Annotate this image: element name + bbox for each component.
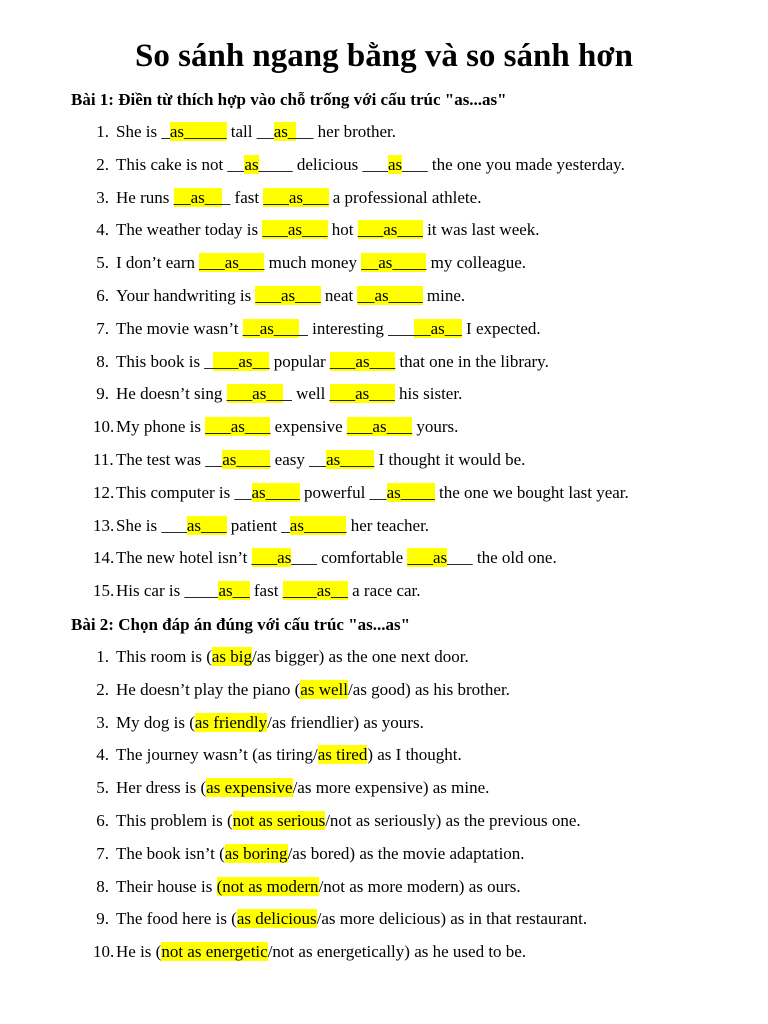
section2-item-number: 10.: [93, 942, 115, 962]
section2-item-text: [116, 908, 587, 930]
section1-item-number: 2.: [96, 154, 109, 174]
section1-item-number: 10.: [93, 417, 115, 437]
answer-highlight: (not as modern: [216, 876, 319, 896]
text-fragment: Her dress is (: [116, 778, 207, 798]
text-fragment: ___ comfortable: [291, 548, 408, 568]
text-fragment: ) as I thought.: [367, 745, 462, 765]
section1-item-text: [116, 187, 481, 209]
text-fragment: tall __: [226, 122, 274, 141]
answer-highlight: __as____: [357, 286, 423, 305]
section1-item-number: 13.: [93, 515, 115, 535]
section1-item-text: [116, 482, 629, 504]
text-fragment: a race car.: [347, 581, 421, 601]
answer-highlight: not as serious: [232, 811, 326, 830]
text-fragment: ___ the old one.: [447, 548, 557, 568]
text-fragment: _ interesting ___: [299, 318, 414, 338]
section1-item-text: [116, 580, 421, 602]
section1-item-number: 15.: [93, 581, 115, 601]
text-fragment: popular: [269, 351, 330, 371]
section1-item-text: [116, 318, 541, 340]
section1-item-number: 5.: [96, 253, 109, 273]
text-fragment: fast: [249, 581, 283, 601]
text-fragment: ____ delicious ___: [258, 154, 388, 174]
text-fragment: powerful __: [299, 482, 387, 502]
section1-item-number: 7.: [96, 318, 109, 338]
text-fragment: She is _: [116, 122, 170, 141]
text-fragment: /as more expensive) as mine.: [292, 778, 490, 798]
text-fragment: Your handwriting is: [116, 286, 256, 305]
answer-highlight: as well: [300, 679, 348, 699]
answer-highlight: as friendly: [194, 712, 268, 732]
section2-item-text: [116, 744, 462, 766]
answer-highlight: as____: [222, 450, 271, 469]
answer-highlight: as boring: [224, 843, 288, 863]
text-fragment: The journey wasn’t (as tiring/: [116, 745, 318, 765]
section1-item-text: [116, 154, 625, 176]
answer-highlight: as__: [218, 581, 250, 601]
text-fragment: easy __: [270, 450, 327, 469]
section1-item-text: [116, 547, 557, 569]
text-fragment: /as good) as his brother.: [347, 679, 510, 699]
text-fragment: The book isn’t (: [116, 843, 225, 863]
answer-highlight: ___as___: [346, 417, 413, 437]
answer-highlight: __as____: [361, 253, 427, 273]
answer-highlight: ___as___: [199, 253, 265, 273]
answer-highlight: __as__: [173, 187, 222, 207]
text-fragment: I thought it would be.: [374, 450, 526, 469]
text-fragment: _ fast: [221, 187, 264, 207]
text-fragment: ___ the one you made yesterday.: [402, 154, 625, 174]
section1-item-text: [116, 383, 462, 405]
text-fragment: neat: [320, 286, 358, 305]
text-fragment: His car is ____: [116, 581, 219, 601]
section1-item-number: 3.: [96, 187, 109, 207]
answer-highlight: as_: [273, 122, 297, 141]
answer-highlight: as expensive: [206, 778, 293, 798]
text-fragment: The new hotel isn’t: [116, 548, 252, 568]
section2-item-text: [116, 646, 469, 668]
text-fragment: it was last week.: [422, 220, 540, 240]
text-fragment: __ her brother.: [296, 122, 397, 141]
text-fragment: This book is _: [116, 351, 213, 371]
text-fragment: I expected.: [461, 318, 541, 338]
answer-highlight: ___as___: [262, 220, 328, 240]
section2-item-number: 1.: [96, 647, 109, 666]
section2-item-text: [116, 777, 489, 799]
text-fragment: patient _: [226, 515, 290, 535]
text-fragment: He doesn’t sing: [116, 384, 227, 404]
text-fragment: yours.: [412, 417, 459, 437]
text-fragment: The weather today is: [116, 220, 263, 240]
section1-item-number: 11.: [93, 450, 114, 469]
section2-item-number: 7.: [96, 843, 109, 863]
section1-item-text: [116, 351, 549, 373]
text-fragment: She is ___: [116, 515, 187, 535]
answer-highlight: ___as___: [329, 351, 396, 371]
section2-item-number: 6.: [96, 811, 109, 830]
section2-item-text: [116, 941, 526, 963]
section2-item-number: 8.: [96, 876, 109, 896]
text-fragment: much money: [264, 253, 362, 273]
text-fragment: The movie wasn’t: [116, 318, 243, 338]
text-fragment: /as bored) as the movie adaptation.: [287, 843, 525, 863]
text-fragment: /as bigger) as the one next door.: [252, 647, 469, 666]
text-fragment: /not as seriously) as the previous one.: [325, 811, 581, 830]
answer-highlight: ___as___: [329, 384, 395, 404]
answer-highlight: as_____: [289, 515, 347, 535]
section1-item-number: 6.: [96, 286, 109, 305]
answer-highlight: ___as: [407, 548, 448, 568]
section1-heading: Bài 1: Điền từ thích hợp vào chỗ trống với cấu trúc "as...as": [71, 90, 507, 109]
text-fragment: his sister.: [394, 384, 463, 404]
answer-highlight: ___as___: [263, 187, 329, 207]
answer-highlight: ___as___: [357, 220, 423, 240]
section1-item-text: [116, 252, 526, 274]
section2-item-text: [116, 712, 424, 734]
text-fragment: mine.: [422, 286, 466, 305]
text-fragment: He runs: [116, 187, 174, 207]
section2-item-text: [116, 679, 510, 701]
answer-highlight: as tired: [317, 745, 368, 765]
answer-highlight: as: [387, 154, 403, 174]
section1-item-number: 8.: [96, 351, 109, 371]
section1-item-number: 12.: [93, 482, 115, 502]
answer-highlight: as____: [386, 482, 435, 502]
text-fragment: /not as more modern) as ours.: [318, 876, 521, 896]
section2-item-text: [116, 843, 525, 865]
answer-highlight: ___as__: [212, 351, 270, 371]
section2-item-text: [116, 876, 521, 898]
text-fragment: her teacher.: [346, 515, 430, 535]
answer-highlight: as_____: [169, 122, 227, 141]
page-title: So sánh ngang bằng và so sánh hơn: [135, 38, 633, 74]
text-fragment: The test was __: [116, 450, 223, 469]
answer-highlight: __as___: [242, 318, 300, 338]
text-fragment: that one in the library.: [395, 351, 549, 371]
answer-highlight: as____: [326, 450, 375, 469]
section2-heading: Bài 2: Chọn đáp án đúng với cấu trúc "as...as": [71, 615, 411, 634]
section2-item-number: 9.: [96, 909, 109, 929]
answer-highlight: __as__: [413, 318, 462, 338]
text-fragment: My dog is (: [116, 712, 195, 732]
section2-item-number: 3.: [96, 712, 109, 732]
answer-highlight: as: [244, 154, 259, 174]
text-fragment: /as friendlier) as yours.: [267, 712, 424, 732]
text-fragment: My phone is: [116, 417, 206, 437]
section2-item-number: 2.: [96, 679, 109, 699]
answer-highlight: ___as: [251, 548, 292, 568]
section1-item-text: [116, 121, 396, 143]
section1-item-text: [116, 515, 429, 537]
section2-item-number: 5.: [96, 778, 109, 798]
text-fragment: Their house is: [116, 876, 217, 896]
text-fragment: a professional athlete.: [328, 187, 482, 207]
answer-highlight: as____: [251, 482, 300, 502]
answer-highlight: as big: [211, 647, 252, 666]
text-fragment: /not as energetically) as he used to be.: [267, 942, 527, 962]
text-fragment: This room is (: [116, 647, 212, 666]
text-fragment: the one we bought last year.: [434, 482, 629, 502]
answer-highlight: ___as___: [255, 286, 321, 305]
answer-highlight: as___: [186, 515, 227, 535]
section1-item-text: [116, 219, 540, 241]
text-fragment: I don’t earn: [116, 253, 200, 273]
text-fragment: He doesn’t play the piano (: [116, 679, 301, 699]
section1-item-number: 4.: [96, 220, 109, 240]
section1-item-number: 1.: [96, 122, 109, 141]
text-fragment: /as more delicious) as in that restaurant.: [316, 909, 588, 929]
text-fragment: He is (: [116, 942, 162, 962]
text-fragment: This cake is not __: [116, 154, 245, 174]
answer-highlight: as delicious: [236, 909, 317, 929]
answer-highlight: not as energetic: [161, 942, 268, 962]
text-fragment: _ well: [283, 384, 330, 404]
section2-item-number: 4.: [96, 745, 109, 765]
answer-highlight: ____as__: [282, 581, 348, 601]
text-fragment: hot: [327, 220, 358, 240]
answer-highlight: ___as__: [226, 384, 284, 404]
text-fragment: This computer is __: [116, 482, 252, 502]
section2-item-text: [116, 810, 581, 832]
section1-item-text: [116, 285, 465, 307]
answer-highlight: ___as___: [205, 417, 271, 437]
text-fragment: The food here is (: [116, 909, 237, 929]
section1-item-text: [116, 416, 458, 438]
text-fragment: This problem is (: [116, 811, 233, 830]
text-fragment: my colleague.: [426, 253, 526, 273]
section1-item-number: 14.: [93, 548, 115, 568]
section1-item-number: 9.: [96, 384, 109, 404]
text-fragment: expensive: [270, 417, 347, 437]
section1-item-text: [116, 449, 525, 471]
